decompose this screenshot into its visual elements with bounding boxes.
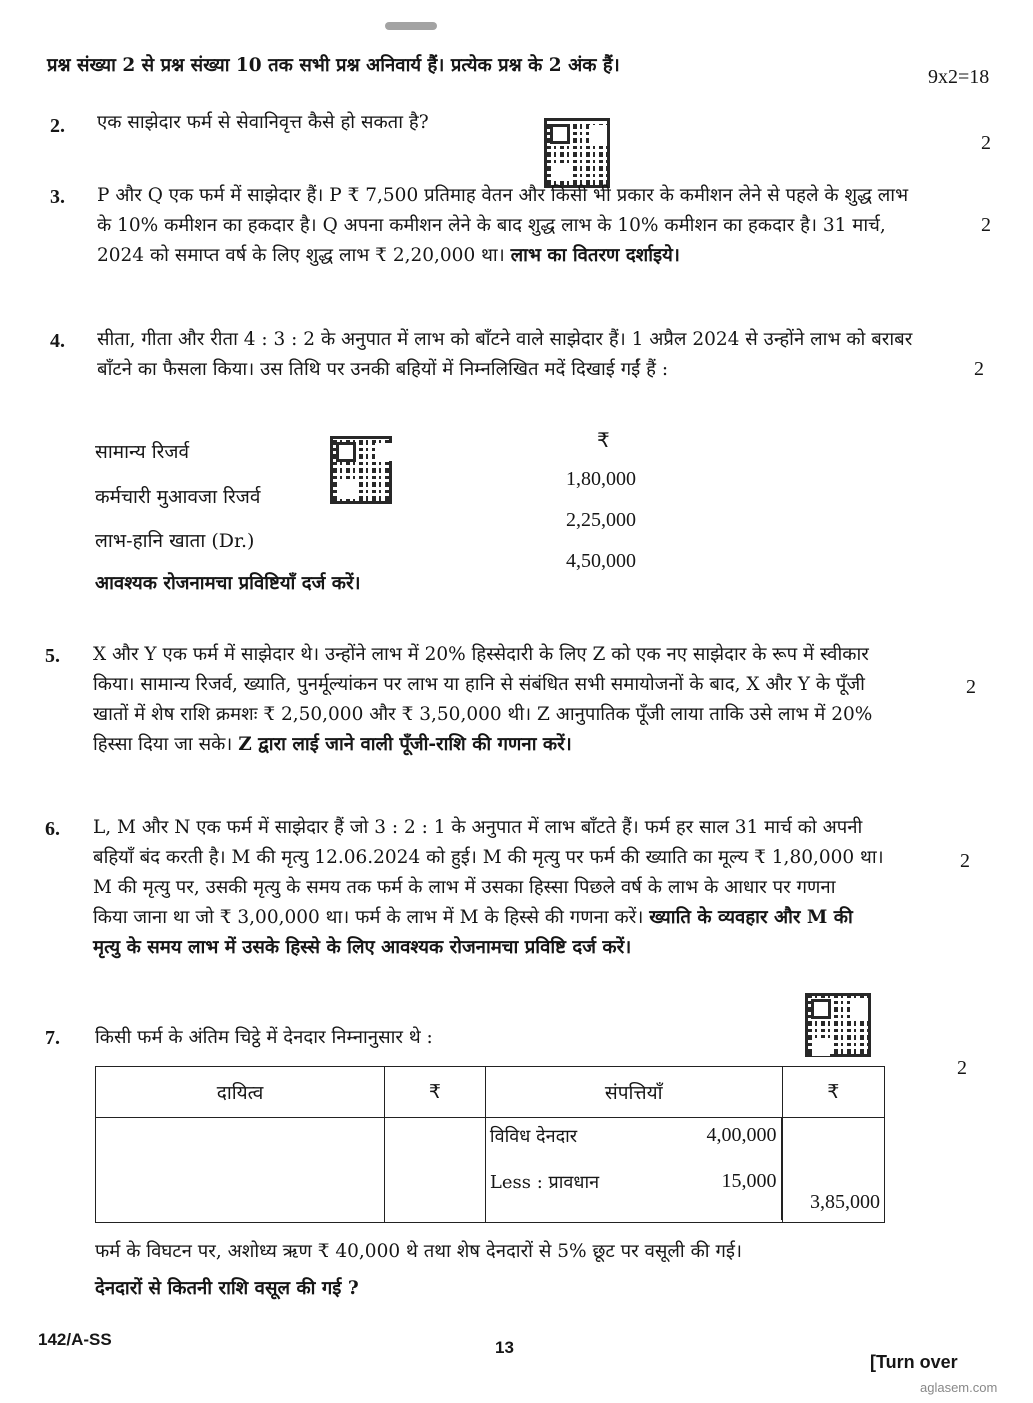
qr-code-icon	[805, 993, 871, 1057]
q7-after-text: फर्म के विघटन पर, अशोध्य ऋण ₹ 40,000 थे तथा शेष देनदारों से 5% छूट पर वसूली की गई।	[95, 1241, 742, 1262]
watermark: aglasem.com	[920, 1380, 998, 1395]
table-header-rupee: ₹	[385, 1067, 486, 1118]
q5-line: X और Y एक फर्म में साझेदार थे। उन्होंने लाभ में 20% हिस्सेदारी के लिए Z को एक नए साझेदार के रूप में स्वीकार	[93, 644, 869, 665]
table-header-rupee: ₹	[782, 1067, 884, 1118]
q4-text	[97, 325, 957, 385]
q3-line: के 10% कमीशन का हकदार है। Q अपना कमीशन लेने के बाद शुद्ध लाभ के 10% कमीशन का हकदार है। 31 मार्च,	[97, 215, 886, 236]
q4-item-amount: 2,25,000	[566, 509, 636, 531]
turn-over-label: [Turn over	[870, 1352, 958, 1372]
q4-task: आवश्यक रोजनामचा प्रविष्टियाँ दर्ज करें।	[95, 573, 361, 594]
q2-marks: 2	[981, 132, 991, 154]
q4-item-label: सामान्य रिजर्व	[95, 441, 190, 463]
q4-item-amount: 1,80,000	[566, 468, 636, 490]
q5-number: 5.	[45, 645, 60, 667]
q6-task: ख्याति के व्यवहार और M की	[649, 907, 853, 928]
q3-task: लाभ का वितरण दर्शाइये।	[510, 245, 680, 266]
q7-number: 7.	[45, 1027, 60, 1049]
qr-code-icon	[330, 436, 392, 504]
q5-text	[93, 640, 938, 760]
q6-line: बहियाँ बंद करती है। M की मृत्यु 12.06.2024 को हुई। M की मृत्यु पर फर्म की ख्याति का मूल्य ₹ 1,80,000 था।	[93, 847, 884, 868]
q2-text	[97, 108, 429, 138]
q7-task: देनदारों से कितनी राशि वसूल की गई ?	[95, 1278, 359, 1299]
page-number: 13	[495, 1338, 514, 1357]
section-instruction: प्रश्न संख्या 2 से प्रश्न संख्या 10 तक सभी प्रश्न अनिवार्य हैं। प्रत्येक प्रश्न के 2 अंक हैं।	[47, 55, 620, 76]
provision-label: Less : प्रावधान	[489, 1172, 600, 1193]
q7-marks: 2	[957, 1057, 967, 1079]
q2-line: एक साझेदार फर्म से सेवानिवृत्त कैसे हो सकता है?	[97, 112, 429, 133]
table-header-liabilities: दायित्व	[96, 1067, 385, 1118]
q6-line: M की मृत्यु पर, उसकी मृत्यु के समय तक फर्म के लाभ में उसका हिस्सा पिछले वर्ष के लाभ के आधार पर गणना	[93, 877, 836, 898]
table-header-row	[96, 1067, 885, 1118]
q4-item-label: लाभ-हानि खाता (Dr.)	[95, 530, 255, 552]
q4-number: 4.	[50, 330, 65, 352]
section-total-marks: 9x2=18	[928, 66, 990, 88]
q4-line: बाँटने का फैसला किया। उस तिथि पर उनकी बहियों में निम्नलिखित मदें दिखाई गईं हैं :	[97, 359, 669, 380]
balance-sheet-table	[95, 1066, 885, 1223]
q3-line: P और Q एक फर्म में साझेदार हैं। P ₹ 7,500 प्रतिमाह वेतन और किसी भी प्रकार के कमीशन लेने से पहले के शुद्ध लाभ	[97, 185, 909, 206]
q4-item-amount: 4,50,000	[566, 550, 636, 572]
q3-number: 3.	[50, 186, 65, 208]
net-debtors-amount: 3,85,000	[810, 1191, 880, 1213]
q3-marks: 2	[981, 214, 991, 236]
q4-item-label: कर्मचारी मुआवजा रिजर्व	[95, 486, 261, 508]
scan-smudge	[385, 22, 437, 30]
q6-text	[93, 813, 933, 963]
q5-line: हिस्सा दिया जा सके।	[93, 734, 233, 755]
q6-line: L, M और N एक फर्म में साझेदार हैं जो 3 : 2 : 1 के अनुपात में लाभ बाँटते हैं। फर्म हर साल 31 मार्च को अपनी	[93, 817, 863, 838]
q6-line: किया जाना था जो ₹ 3,00,000 था। फर्म के लाभ में M के हिस्से की गणना करें।	[93, 907, 644, 928]
table-header-assets: संपत्तियाँ	[485, 1067, 782, 1118]
q4-marks: 2	[974, 358, 984, 380]
q7-intro: किसी फर्म के अंतिम चिट्ठे में देनदार निम्नानुसार थे :	[95, 1027, 433, 1048]
table-row	[96, 1118, 885, 1223]
q5-line: खातों में शेष राशि क्रमशः ₹ 2,50,000 और ₹ 3,50,000 थी। Z आनुपातिक पूँजी लाया ताकि उसे लाभ में 20%	[93, 704, 873, 725]
provision-amount: 15,000	[721, 1170, 777, 1192]
debtors-label: विविध देनदार	[489, 1126, 578, 1147]
qr-code-icon	[544, 118, 610, 188]
debtors-amount: 4,00,000	[706, 1124, 777, 1146]
q2-number: 2.	[50, 115, 65, 137]
q5-marks: 2	[966, 676, 976, 698]
paper-code: 142/A-SS	[38, 1330, 112, 1349]
q4-currency-header: ₹	[597, 430, 610, 452]
q6-task: मृत्यु के समय लाभ में उसके हिस्से के लिए आवश्यक रोजनामचा प्रविष्टि दर्ज करें।	[93, 937, 632, 958]
q3-line: 2024 को समाप्त वर्ष के लिए शुद्ध लाभ ₹ 2,20,000 था।	[97, 245, 505, 266]
q5-task: Z द्वारा लाई जाने वाली पूँजी-राशि की गणना करें।	[238, 734, 572, 755]
q4-line: सीता, गीता और रीता 4 : 3 : 2 के अनुपात में लाभ को बाँटने वाले साझेदार हैं। 1 अप्रैल 2024 से उन्होंने लाभ को बराबर	[97, 329, 913, 350]
q6-number: 6.	[45, 818, 60, 840]
q6-marks: 2	[960, 850, 970, 872]
q5-line: किया। सामान्य रिजर्व, ख्याति, पुनर्मूल्यांकन पर लाभ या हानि से संबंधित सभी समायोजनों के बाद, X और Y के पूँजी	[93, 674, 865, 695]
q3-text	[97, 181, 947, 271]
